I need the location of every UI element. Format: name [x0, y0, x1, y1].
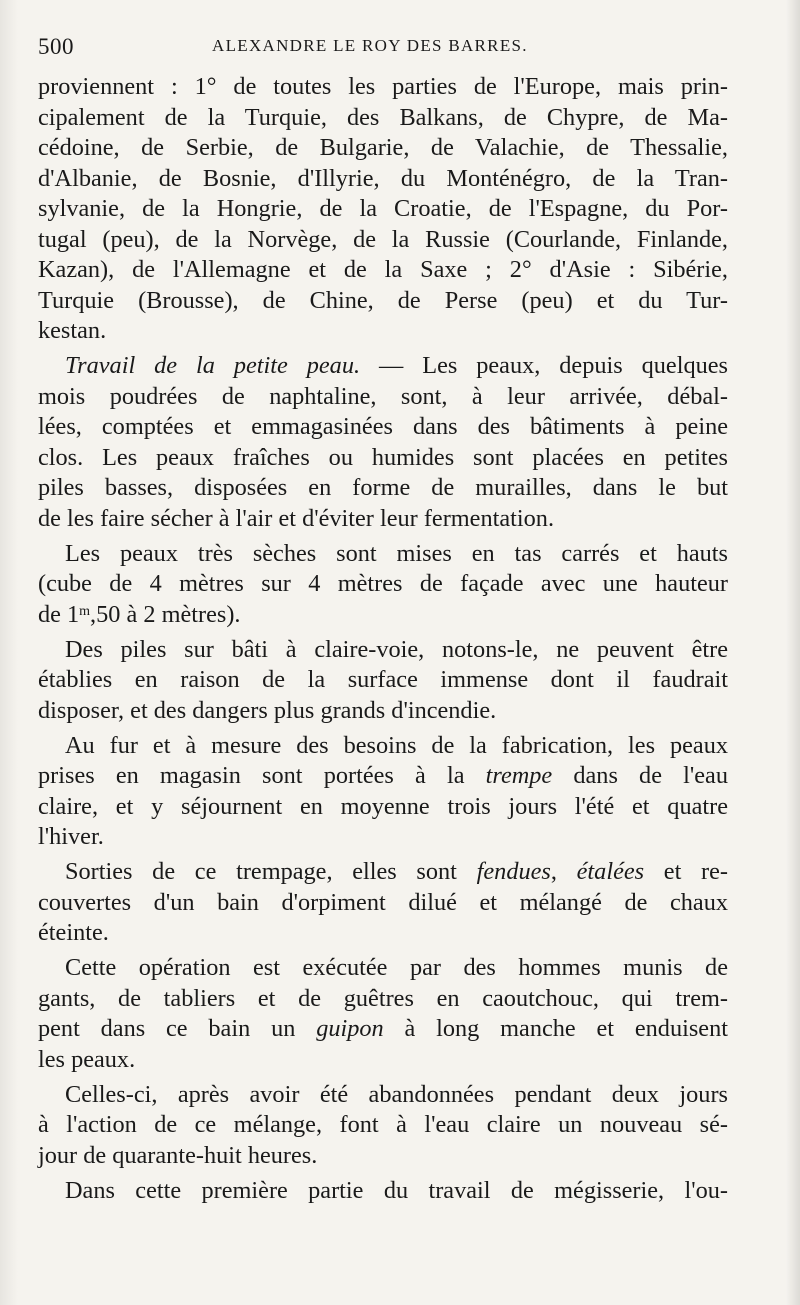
text-line	[38, 1014, 728, 1045]
text-line: piles basses, disposées en forme de murailles, dans le but	[38, 474, 728, 501]
paragraph	[38, 857, 728, 949]
text-line	[38, 761, 728, 792]
text-line: Turquie (Brousse), de Chine, de Perse (peu) et du Tur-	[38, 286, 728, 314]
text-fragment: Sorties de ce trempage, elles sont	[65, 858, 477, 885]
text-line: cipalement de la Turquie, des Balkans, de Chypre, de Ma-	[38, 103, 728, 131]
text-line: proviennent : 1° de toutes les parties de l'Europe, mais prin-	[38, 73, 728, 100]
text-fragment: ,50 à 2 mètres).	[90, 600, 241, 628]
text-fragment: et re-	[644, 858, 728, 885]
page-header	[38, 34, 728, 60]
paragraph	[38, 72, 728, 347]
paragraph	[38, 351, 728, 534]
text-line: Celles-ci, après avoir été abandonnées pendant deux jours	[65, 1080, 728, 1108]
text-line: Kazan), de l'Allemagne et de la Saxe ; 2° d'Asie : Sibérie,	[38, 256, 728, 283]
text-line: clos. Les peaux fraîches ou humides sont placées en petites	[38, 443, 728, 471]
italic-term: fendues	[476, 858, 551, 885]
running-head: ALEXANDRE LE ROY DES BARRES.	[212, 36, 528, 55]
text-line: l'hiver.	[38, 823, 104, 850]
italic-term: étalées	[576, 858, 645, 885]
text-line: d'Albanie, de Bosnie, d'Illyrie, du Monténégro, de la Tran-	[38, 164, 728, 192]
superscript-unit: m	[79, 603, 91, 619]
text-line: Les peaux très sèches sont mises en tas carrés et hauts	[65, 539, 728, 567]
text-line: claire, et y séjournent en moyenne trois jours l'été et quatre	[38, 792, 728, 820]
text-line	[38, 351, 728, 382]
text-line: à l'action de ce mélange, font à l'eau claire un nouveau sé-	[38, 1111, 728, 1138]
text-fragment: — Les peaux, depuis quelques	[360, 352, 729, 379]
italic-term: guipon	[316, 1015, 384, 1042]
text-line: lées, comptées et emmagasinées dans des bâtiments à peine	[38, 413, 728, 440]
page-number: 500	[38, 34, 74, 59]
text-line: tugal (peu), de la Norvège, de la Russie (Courlande, Finlande,	[38, 225, 728, 253]
paragraph	[38, 1176, 728, 1207]
text-fragment: de 1	[38, 600, 80, 628]
text-line	[38, 600, 728, 631]
italic-term: trempe	[485, 762, 553, 789]
body-text	[38, 72, 728, 1206]
paragraph	[38, 635, 728, 727]
text-line: Au fur et à mesure des besoins de la fabrication, les peaux	[65, 731, 728, 759]
text-line: kestan.	[38, 317, 107, 344]
text-fragment: ,	[550, 858, 577, 885]
paragraph	[38, 731, 728, 853]
text-line: les peaux.	[38, 1045, 136, 1073]
text-line: éteinte.	[38, 919, 109, 946]
text-line: disposer, et des dangers plus grands d'incendie.	[38, 696, 497, 724]
text-line: établies en raison de la surface immense dont il faudrait	[38, 666, 728, 693]
text-line: (cube de 4 mètres sur 4 mètres de façade avec une hauteur	[38, 570, 728, 597]
text-line: Cette opération est exécutée par des hommes munis de	[65, 954, 728, 981]
text-fragment: dans de l'eau	[552, 762, 728, 789]
text-fragment: prises en magasin sont portées à la	[38, 762, 486, 789]
paragraph	[38, 1080, 728, 1172]
text-line: gants, de tabliers et de guêtres en caoutchouc, qui trem-	[38, 984, 728, 1012]
text-line: sylvanie, de la Hongrie, de la Croatie, de l'Espagne, du Por-	[38, 195, 728, 222]
text-line: jour de quarante-huit heures.	[38, 1141, 318, 1169]
text-line: couvertes d'un bain d'orpiment dilué et mélangé de chaux	[38, 888, 728, 916]
text-fragment: à long manche et enduisent	[383, 1015, 728, 1042]
text-line: Dans cette première partie du travail de mégisserie, l'ou-	[65, 1176, 728, 1204]
paragraph	[38, 953, 728, 1075]
text-line: Des piles sur bâti à claire-voie, notons-le, ne peuvent être	[65, 635, 728, 663]
text-line: cédoine, de Serbie, de Bulgarie, de Valachie, de Thessalie,	[38, 134, 728, 161]
text-line	[38, 857, 728, 888]
text-fragment: pent dans ce bain un	[38, 1015, 317, 1042]
section-title: Travail de la petite peau.	[65, 352, 361, 379]
text-line: de les faire sécher à l'air et d'éviter leur fermentation.	[38, 504, 555, 532]
paragraph	[38, 539, 728, 631]
text-line: mois poudrées de naphtaline, sont, à leur arrivée, débal-	[38, 382, 728, 410]
